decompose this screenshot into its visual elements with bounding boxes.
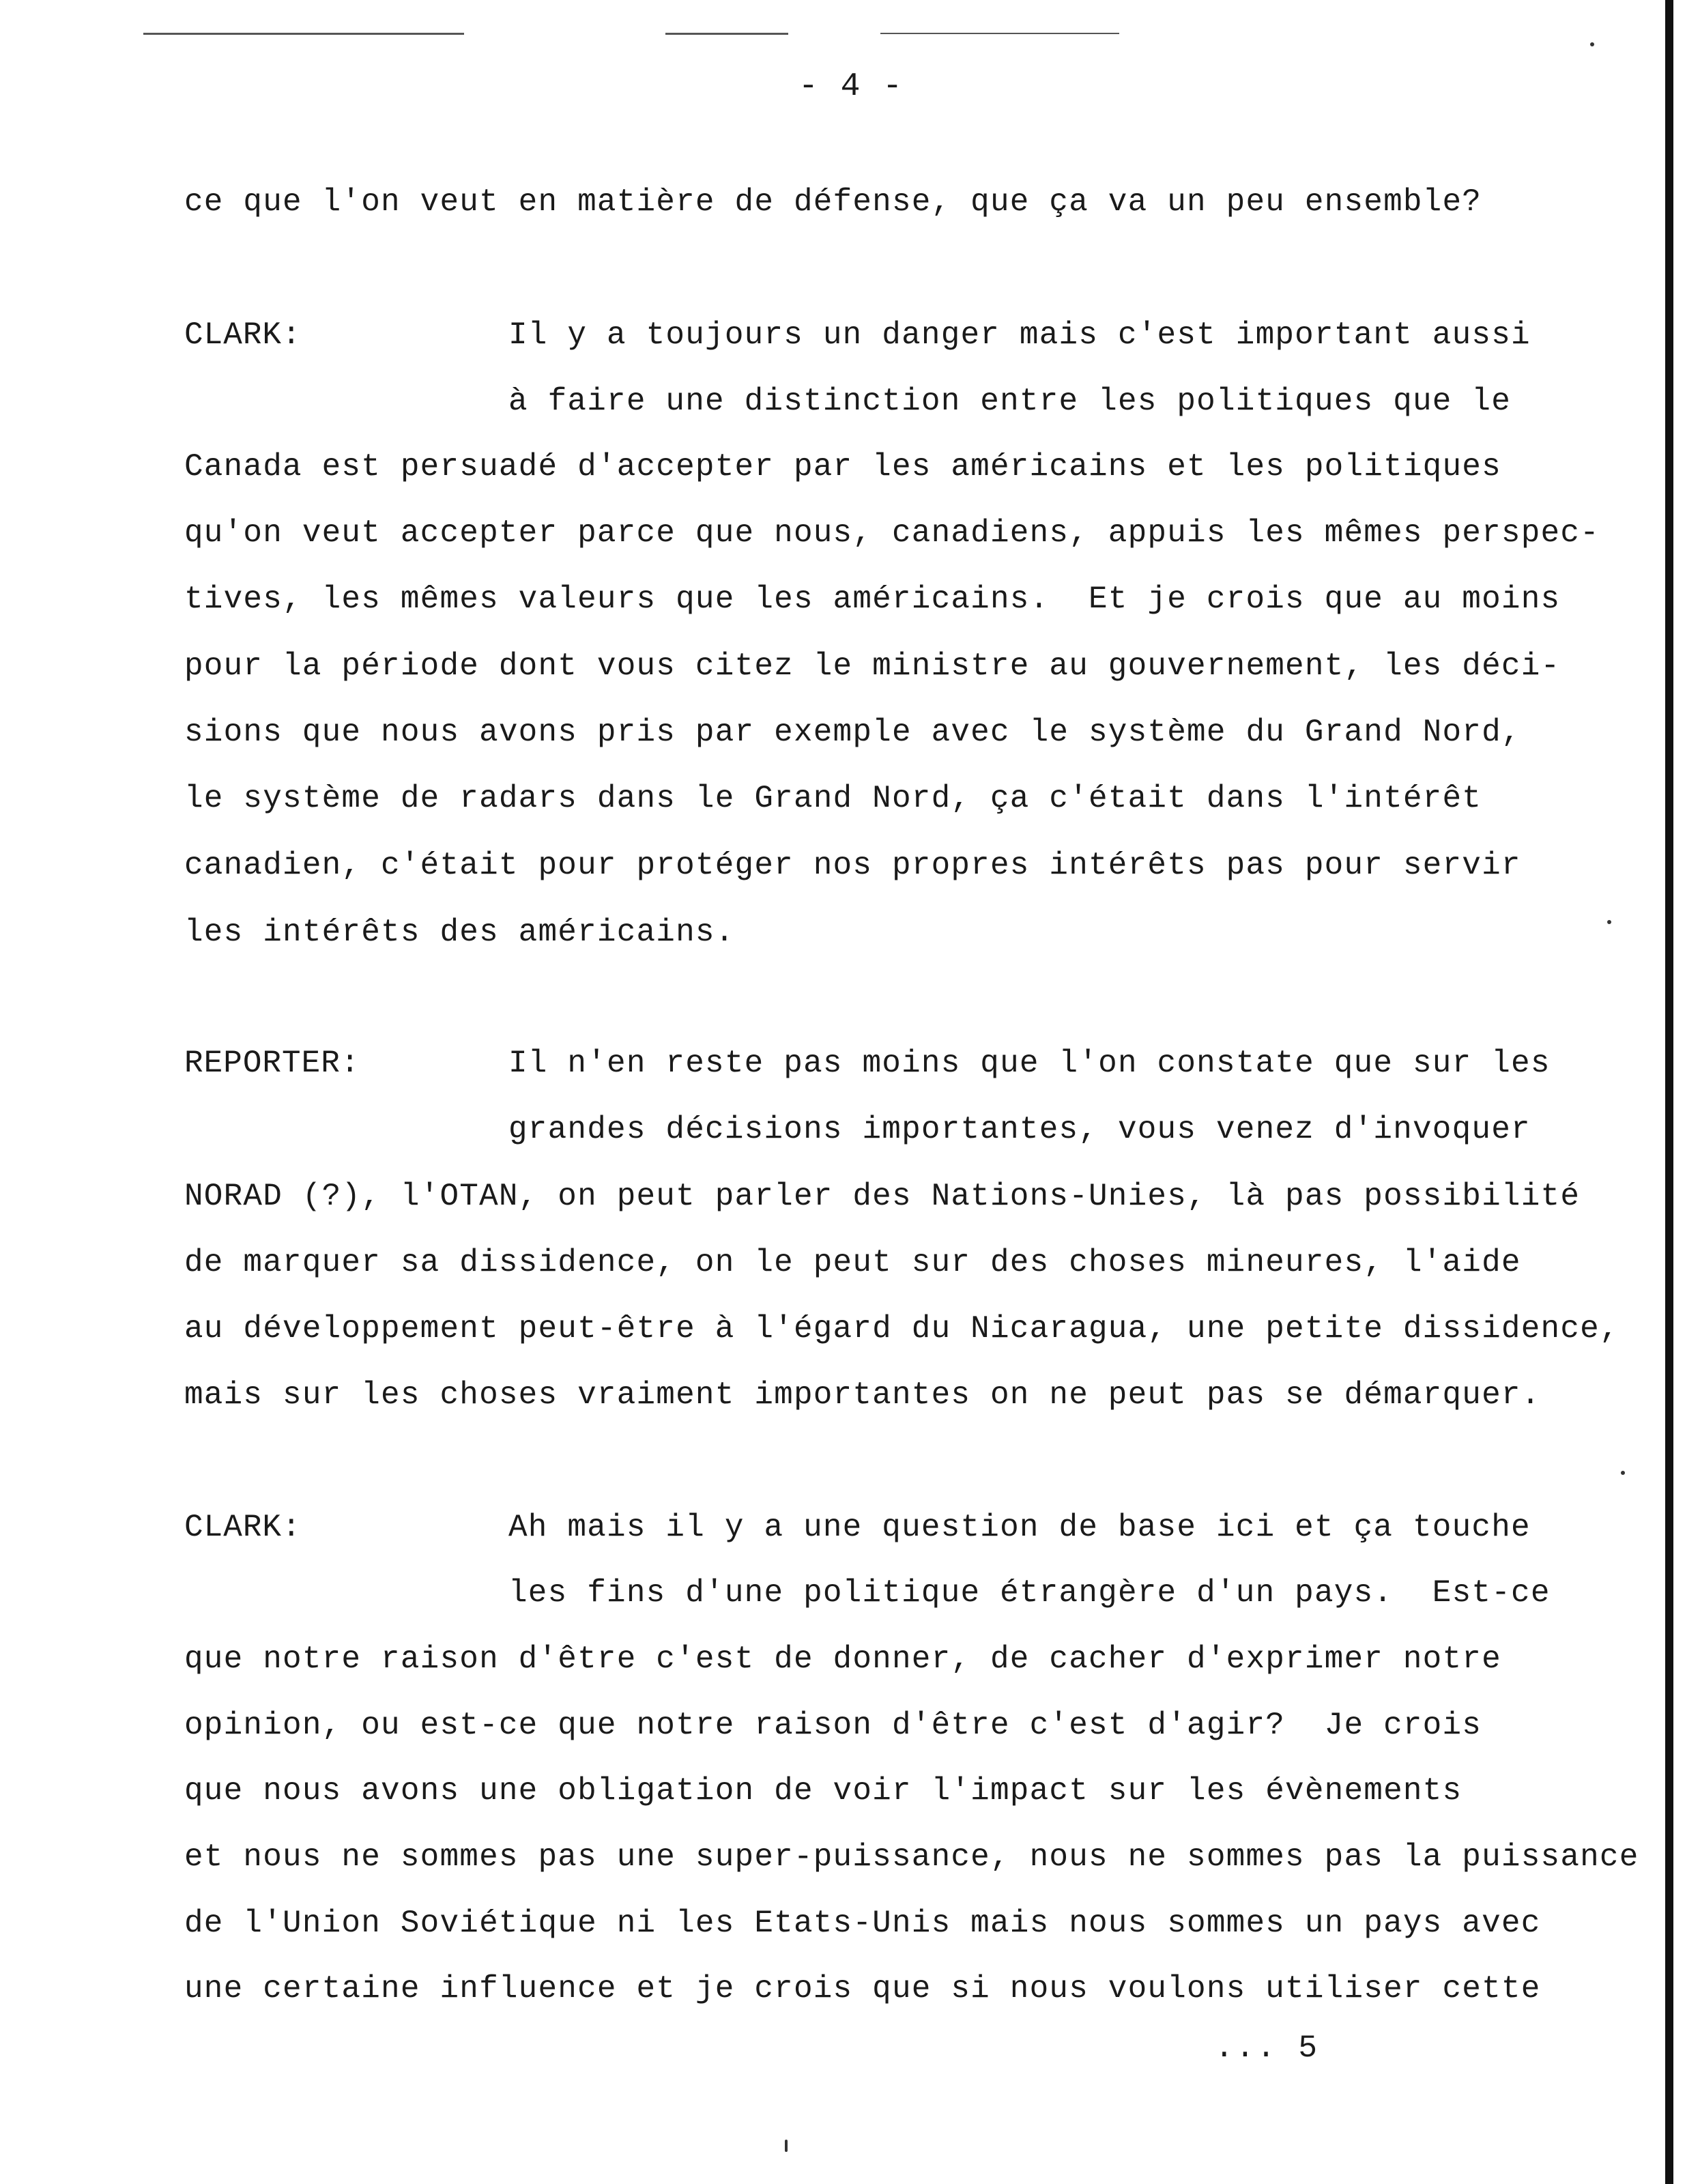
scan-page-edge: [1665, 0, 1673, 2184]
dialogue-line: qu'on veut accepter parce que nous, canadiens, appuis les mêmes perspec-: [184, 515, 1600, 551]
dialogue-line: les intérêts des américains.: [184, 915, 735, 950]
dialogue-line: que notre raison d'être c'est de donner, de cacher d'exprimer notre: [184, 1641, 1501, 1677]
dialogue-line: Ah mais il y a une question de base ici et ça touche: [508, 1510, 1531, 1545]
scan-artifact-dot: [1621, 1471, 1625, 1475]
dialogue-line: Canada est persuadé d'accepter par les américains et les politiques: [184, 449, 1501, 485]
scan-artifact-dot: [1590, 42, 1594, 46]
scan-artifact-dot: [1607, 920, 1611, 924]
dialogue-line: au développement peut-être à l'égard du Nicaragua, une petite dissidence,: [184, 1311, 1619, 1347]
dialogue-line: tives, les mêmes valeurs que les américains. Et je crois que au moins: [184, 581, 1561, 617]
dialogue-line: pour la période dont vous citez le ministre au gouvernement, les déci-: [184, 648, 1561, 684]
dialogue-line: sions que nous avons pris par exemple avec le système du Grand Nord,: [184, 715, 1521, 750]
scan-artifact-dot: [785, 2140, 788, 2152]
dialogue-line: le système de radars dans le Grand Nord, ça c'était dans l'intérêt: [184, 781, 1482, 816]
scan-artifact-line: [880, 33, 1119, 34]
dialogue-line: que nous avons une obligation de voir l'impact sur les évènements: [184, 1773, 1463, 1809]
dialogue-line: de marquer sa dissidence, on le peut sur des choses mineures, l'aide: [184, 1245, 1521, 1280]
page-number: - 4 -: [798, 68, 904, 105]
speaker-label: CLARK:: [184, 1510, 302, 1545]
dialogue-line: de l'Union Soviétique ni les Etats-Unis mais nous sommes un pays avec: [184, 1906, 1541, 1941]
speaker-label: REPORTER:: [184, 1046, 360, 1081]
dialogue-line: opinion, ou est-ce que notre raison d'être c'est d'agir? Je crois: [184, 1708, 1482, 1743]
dialogue-line: canadien, c'était pour protéger nos propres intérêts pas pour servir: [184, 848, 1521, 883]
speaker-label: CLARK:: [184, 317, 302, 353]
scan-artifact-line: [143, 33, 464, 35]
dialogue-line: grandes décisions importantes, vous venez d'invoquer: [508, 1112, 1531, 1147]
dialogue-line: et nous ne sommes pas une super-puissance, nous ne sommes pas la puissance: [184, 1839, 1639, 1875]
opening-line: ce que l'on veut en matière de défense, que ça va un peu ensemble?: [184, 184, 1482, 220]
scan-artifact-line: [665, 33, 788, 35]
dialogue-line: Il n'en reste pas moins que l'on constate que sur les: [508, 1046, 1551, 1081]
dialogue-line: à faire une distinction entre les politiques que le: [508, 384, 1512, 419]
dialogue-line: NORAD (?), l'OTAN, on peut parler des Nations-Unies, là pas possibilité: [184, 1179, 1581, 1214]
continued-marker: ... 5: [1215, 2030, 1320, 2066]
dialogue-line: une certaine influence et je crois que si nous voulons utiliser cette: [184, 1971, 1541, 2007]
dialogue-line: mais sur les choses vraiment importantes on ne peut pas se démarquer.: [184, 1377, 1541, 1413]
dialogue-line: les fins d'une politique étrangère d'un pays. Est-ce: [508, 1575, 1551, 1611]
dialogue-line: Il y a toujours un danger mais c'est important aussi: [508, 317, 1531, 353]
